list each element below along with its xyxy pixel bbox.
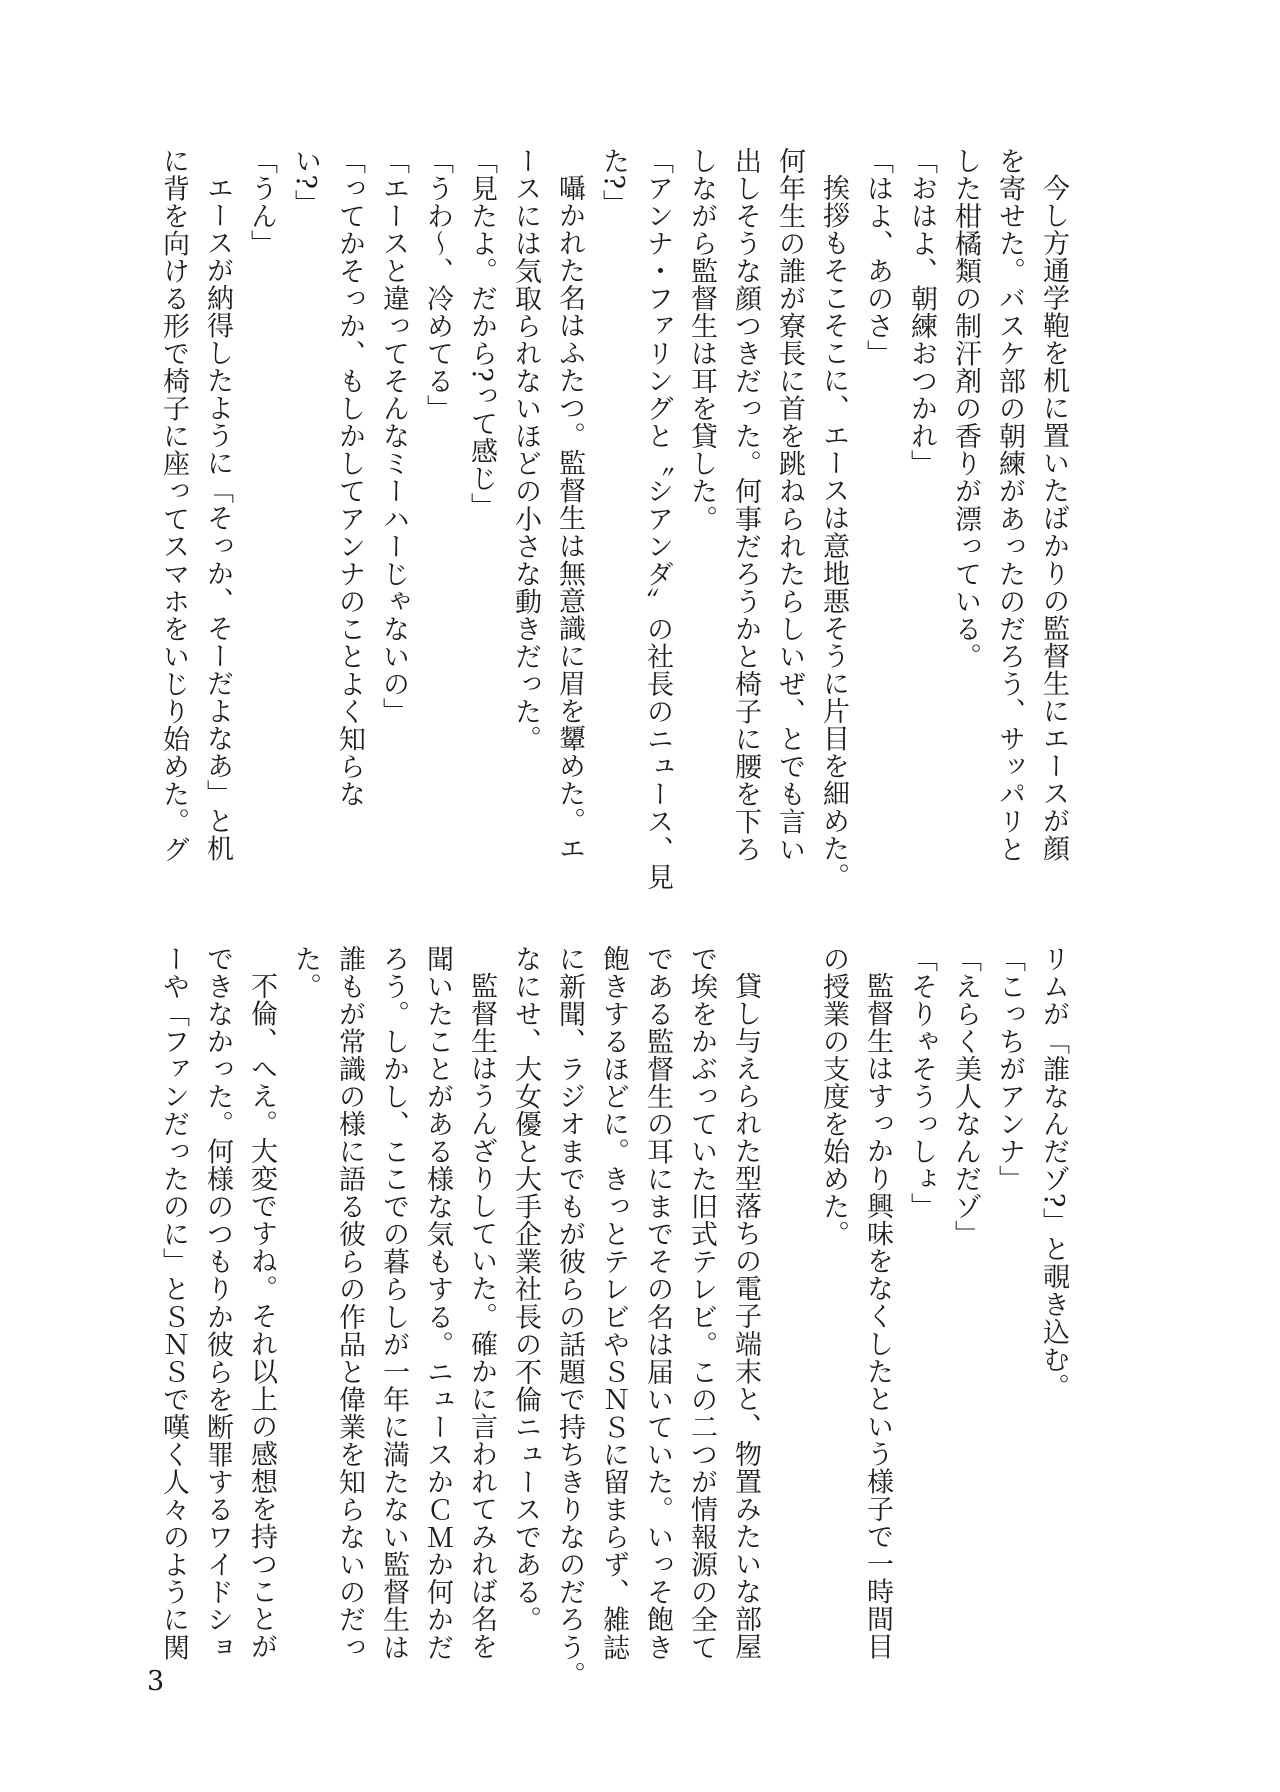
text-column: 「ってかそっか、もしかしてアンナのことよく知らな — [334, 147, 365, 808]
text-column: た?」 — [598, 147, 629, 218]
text-column: で埃をかぶっていた旧式テレビ。この二つが情報源の全て — [686, 945, 717, 1662]
text-column: ろう。しかし、ここでの暮らしが一年に満たない監督生は — [378, 945, 409, 1662]
text-column: 誰もが常識の様に語る彼らの作品と偉業を知らないのだっ — [334, 945, 365, 1662]
text-column: 監督生はすっかり興味をなくしたという様子で一時間目 — [862, 972, 893, 1661]
text-column: 「うわ〜、冷めてる」 — [422, 147, 453, 423]
text-column: 「アンナ・ファリングと〝シアンダ〟の社長のニュース、見 — [642, 147, 673, 891]
text-column: 「おはよ、朝練おつかれ」 — [906, 147, 937, 478]
text-column: 貸し与えられた型落ちの電子端末と、物置みたいな部屋 — [730, 972, 761, 1661]
text-column: 監督生はうんざりしていた。確かに言われてみれば名を — [466, 972, 497, 1661]
text-column: 囁かれた名はふたつ。監督生は無意識に眉を顰めた。エ — [554, 174, 585, 863]
text-column: できなかった。何様のつもりか彼らを断罪するワイドショ — [202, 945, 233, 1662]
text-column: 「見たよ。だから?って感じ」 — [466, 147, 497, 521]
upper-text-block — [151, 147, 1075, 891]
text-column: 「はよ、あのさ」 — [862, 147, 893, 368]
text-column: ースには気取られないほどの小さな動きだった。 — [510, 147, 541, 753]
text-column: の授業の支度を始めた。 — [818, 945, 849, 1248]
lower-text-block — [151, 945, 1075, 1689]
text-column: 聞いたことがある様な気もする。ニュースかＣＭか何かだ — [422, 945, 453, 1662]
text-column: に新聞、ラジオまでもが彼らの話題で持ちきりなのだろう。 — [554, 945, 585, 1689]
text-column: い?」 — [290, 147, 321, 218]
text-column: した柑橘類の制汗剤の香りが漂っている。 — [950, 147, 981, 671]
text-column: 「エースと違ってそんなミーハーじゃないの」 — [378, 147, 409, 726]
text-column: 「うん」 — [246, 147, 277, 258]
text-column: 出しそうな顔つきだった。何事だろうかと椅子に腰を下ろ — [730, 147, 761, 864]
text-column: しながら監督生は耳を貸した。 — [686, 147, 717, 533]
text-column: 今し方通学鞄を机に置いたばかりの監督生にエースが顔 — [1038, 174, 1069, 863]
text-column: を寄せた。バスケ部の朝練があったのだろう、サッパリと — [994, 147, 1025, 864]
text-column: である監督生の耳にまでその名は届いていた。いっそ飽き — [642, 945, 673, 1662]
text-column: なにせ、大女優と大手企業社長の不倫ニュースである。 — [510, 945, 541, 1634]
text-column: 挨拶もそこそこに、エースは意地悪そうに片目を細めた。 — [818, 174, 849, 891]
text-column: た。 — [290, 945, 321, 1001]
blank-column — [767, 945, 811, 1689]
text-column: 「こっちがアンナ」 — [994, 945, 1025, 1193]
page-number: 3 — [147, 1666, 165, 1697]
text-column: に背を向ける形で椅子に座ってスマホをいじり始めた。グ — [158, 147, 189, 864]
text-column: 不倫、へえ。大変ですね。それ以上の感想を持つことが — [246, 972, 277, 1661]
text-column: ーや「ファンだったのに」とＳＮＳで嘆く人々のように関 — [158, 945, 189, 1662]
text-column: エースが納得したように「そっか、そーだよなあ」と机 — [202, 174, 233, 863]
text-column: リムが「誰なんだゾ?」と覗き込む。 — [1038, 945, 1069, 1401]
text-column: 何年生の誰が寮長に首を跳ねられたらしいぜ、とでも言い — [774, 147, 805, 864]
text-column: 飽きするほどに。きっとテレビやＳＮＳに留まらず、雑誌 — [598, 945, 629, 1662]
text-column: 「そりゃそうっしょ」 — [906, 945, 937, 1221]
text-column: 「えらく美人なんだゾ」 — [950, 945, 981, 1248]
